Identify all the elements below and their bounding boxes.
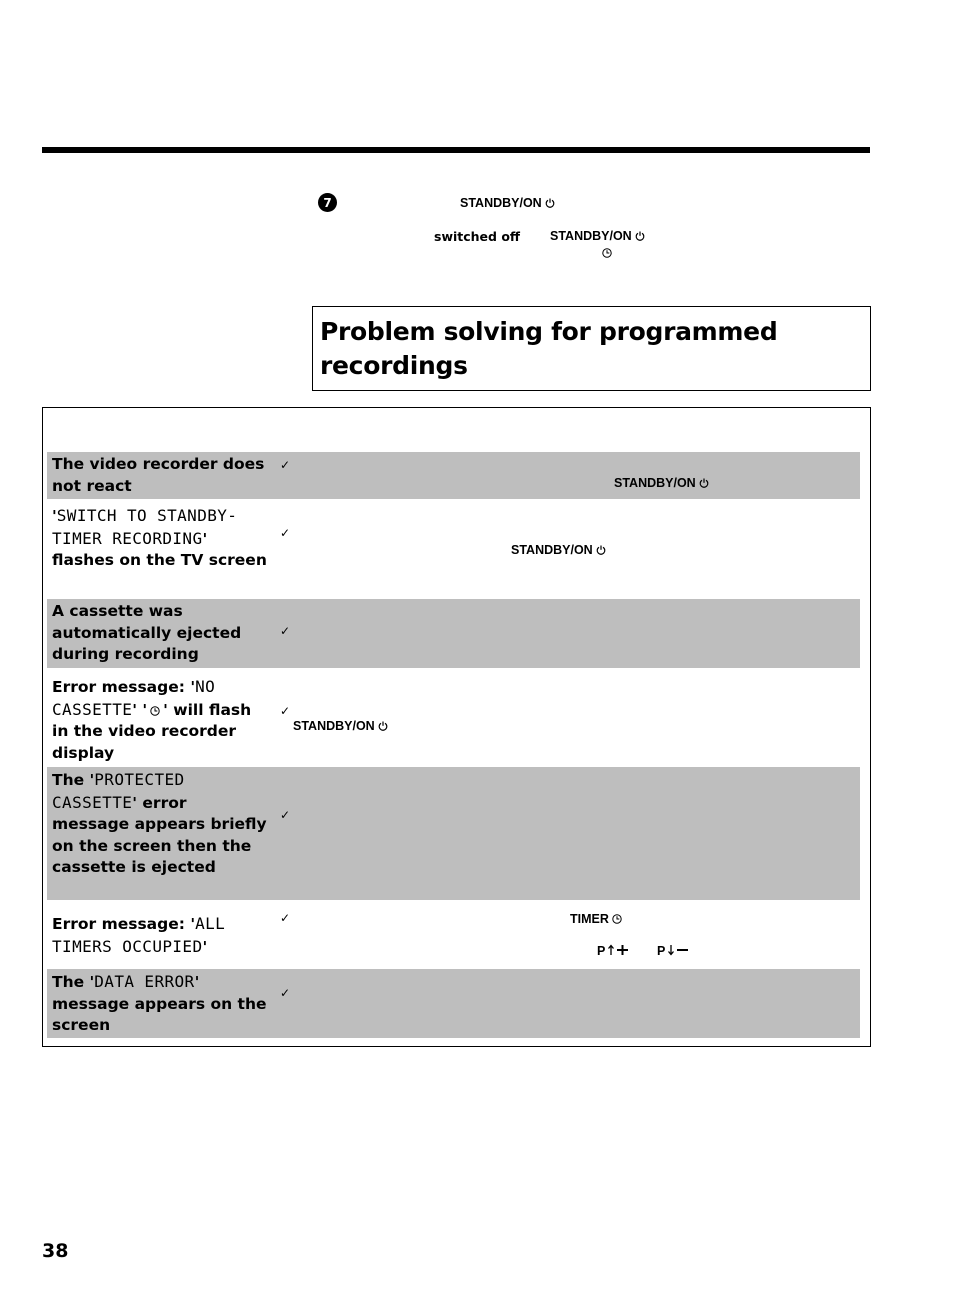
problem-text [52,505,267,572]
top-rule [42,147,870,153]
problem-suffix: ' message appears on the screen [52,973,267,1034]
problem-text [52,971,267,1037]
problem-suffix: ' [202,937,208,956]
check-icon: ✓ [280,986,291,1000]
check-icon: ✓ [280,808,291,822]
solution-key-label [614,476,709,490]
problem-text: A cassette was automatically ejected during recording [52,602,242,663]
problem-suffix: ' error message appears briefly on the screen then the cassette is ejected [52,793,267,876]
check-icon: ✓ [280,458,291,472]
programme-key-text: P [657,944,666,958]
problem-prefix: Error message: ' [52,678,196,696]
standby-key-label [460,196,555,210]
power-icon [635,231,645,241]
power-icon [378,721,388,731]
standby-key-text: STANDBY/ON [460,196,542,210]
table-row [47,599,860,668]
table-row [47,767,860,900]
problem-mid: ' ' [132,700,148,719]
power-icon [545,198,555,208]
timer-key-label [570,912,622,926]
arrow-up-plus-icon [607,944,629,956]
standby-key-text: STANDBY/ON [614,476,696,490]
problem-prefix: Error message: ' [52,915,196,933]
standby-key-text: STANDBY/ON [550,229,632,243]
timer-clock-icon [602,248,612,258]
section-title: Problem solving for programmed recordings [320,317,778,380]
check-icon: ✓ [280,704,291,718]
programme-key-text: P [597,944,606,958]
problem-text [52,769,267,879]
display-message-code: NO CASSETTE [52,677,216,719]
programme-down-key [657,944,689,958]
standby-key-text: STANDBY/ON [293,719,375,733]
step-number-badge: 7 [318,193,337,212]
standby-key-text: STANDBY/ON [511,543,593,557]
timer-clock-icon [612,914,622,924]
page-number: 38 [42,1240,69,1262]
problem-suffix: ' flashes on the TV screen [52,529,267,569]
display-message-code: PROTECTED CASSETTE [52,770,185,812]
problem-prefix: The ' [52,771,95,789]
power-icon [699,478,709,488]
table-row [47,504,860,596]
timer-key-text: TIMER [570,912,609,926]
table-row [47,452,860,499]
solution-key-label [293,719,388,733]
arrow-down-minus-icon [667,944,689,956]
problem-prefix: The ' [52,973,95,991]
solution-key-label [511,543,606,557]
display-message-code: ALL TIMERS OCCUPIED [52,914,226,956]
table-row [47,969,860,1038]
programme-up-key [597,944,629,958]
quote-open: ' [52,507,57,525]
table-row [47,674,860,764]
problem-text: The video recorder does not react [52,455,265,495]
standby-key-label-2 [550,229,645,243]
problem-text [52,676,267,764]
timer-clock-icon [150,706,160,716]
problem-text [52,913,267,958]
display-message-code: SWITCH TO STANDBY- TIMER RECORDING [52,506,238,548]
power-icon [596,545,606,555]
problem-suffix: ' will flash in the video recorder display [52,700,252,762]
table-row [47,905,860,965]
check-icon: ✓ [280,526,291,540]
section-heading-box [312,306,871,391]
display-message-code: DATA ERROR [94,972,195,991]
check-icon: ✓ [280,911,291,925]
switched-off-text: switched off [434,229,521,244]
check-icon: ✓ [280,624,291,638]
